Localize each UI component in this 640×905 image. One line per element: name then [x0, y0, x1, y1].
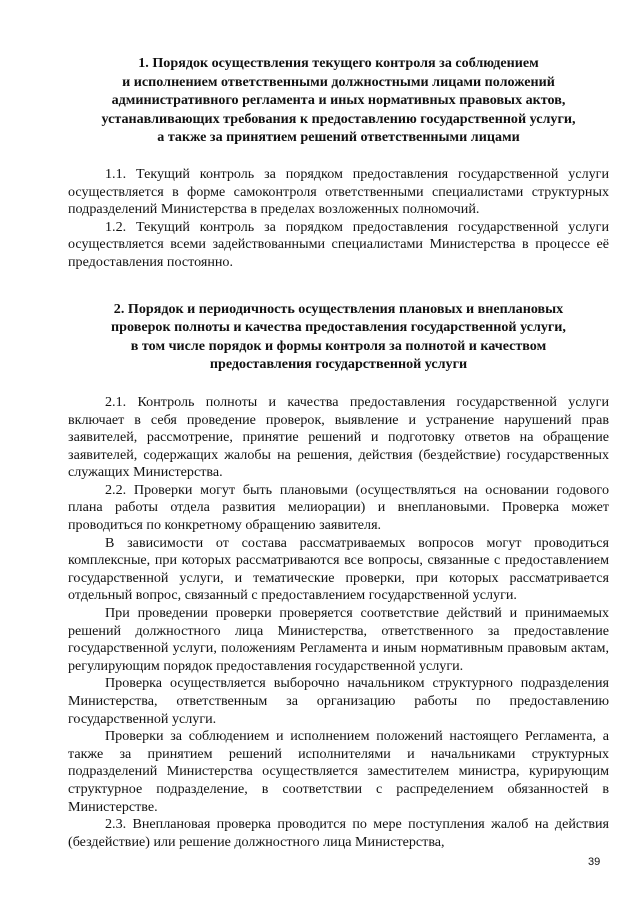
paragraph: 2.2. Проверки могут быть плановыми (осуществляться на основании годового плана работы отдела развития мелиорации) и внеплановыми. Проверка может проводиться по конкретному обращению заявителя. [68, 481, 609, 534]
paragraph: Проверка осуществляется выборочно начальником структурного подразделения Министерства, ответственным за организацию работы по предоставлению государственной услуги. [68, 675, 609, 727]
heading-line: устанавливающих требования к предоставлению государственной услуги, [101, 110, 576, 127]
heading-line: 1. Порядок осуществления текущего контроля за соблюдением [138, 55, 539, 71]
section-1-heading [68, 54, 609, 147]
heading-line: в том числе порядок и формы контроля за полнотой и качеством [130, 337, 547, 354]
page-number: 39 [588, 856, 601, 868]
paragraph: 1.1. Текущий контроль за порядком предоставления государственной услуги осуществляется в форме самоконтроля ответственными специалистами структурных подразделений Министерства в пределах возложенных полномочий. [68, 165, 609, 218]
section-1-body [68, 166, 609, 272]
paragraph: 2.3. Внеплановая проверка проводится по мере поступления жалоб на действия (бездействие) или решение должностного лица Министерства, [68, 816, 609, 850]
paragraph: 2.1. Контроль полноты и качества предоставления государственной услуги включает в себя проведение проверок, выявление и устранение нарушений прав заявителей, рассмотрение, принятие решений и подготовку ответов на обращение заявителей, содержащих жалобы на решения, действия (бездействие) государственных служащих Министерства. [68, 393, 609, 481]
paragraph: 1.2. Текущий контроль за порядком предоставления государственной услуги осуществляется всеми задействованными специалистами Министерства в процессе её предоставления постоянно. [68, 218, 609, 270]
heading-line: а также за принятием решений ответственными лицами [157, 129, 520, 146]
section-2-heading [68, 300, 609, 374]
page-content [68, 54, 609, 851]
section-2-body [68, 394, 609, 851]
heading-line: и исполнением ответственными должностными лицами положений [122, 73, 555, 90]
heading-line: проверок полноты и качества предоставления государственной услуги, [111, 319, 566, 336]
paragraph: Проверки за соблюдением и исполнением положений настоящего Регламента, а также за принятием решений исполнителями и начальниками структурных подразделений Министерства осуществляется заместителем министра, курирующим структурное подразделение, в соответствии с распределением обязанностей в Министерстве. [68, 728, 609, 815]
heading-line: административного регламента и иных нормативных правовых актов, [111, 92, 566, 109]
paragraph: В зависимости от состава рассматриваемых вопросов могут проводиться комплексные, при которых рассматриваются все вопросы, связанные с предоставлением государственной услуги, и тематические проверки, при которых рассматривается отдельный вопрос, связанный с предоставлением государственной услуги. [68, 534, 609, 604]
paragraph: При проведении проверки проверяется соответствие действий и принимаемых решений должностного лица Министерства, ответственного за предоставление государственной услуги, положениям Регламента и иным нормативным правовым актам, регулирующим порядок предоставления государственной услуги. [68, 605, 609, 674]
heading-line: предоставления государственной услуги [209, 356, 468, 373]
heading-line: 2. Порядок и периодичность осуществления плановых и внеплановых [113, 300, 564, 317]
